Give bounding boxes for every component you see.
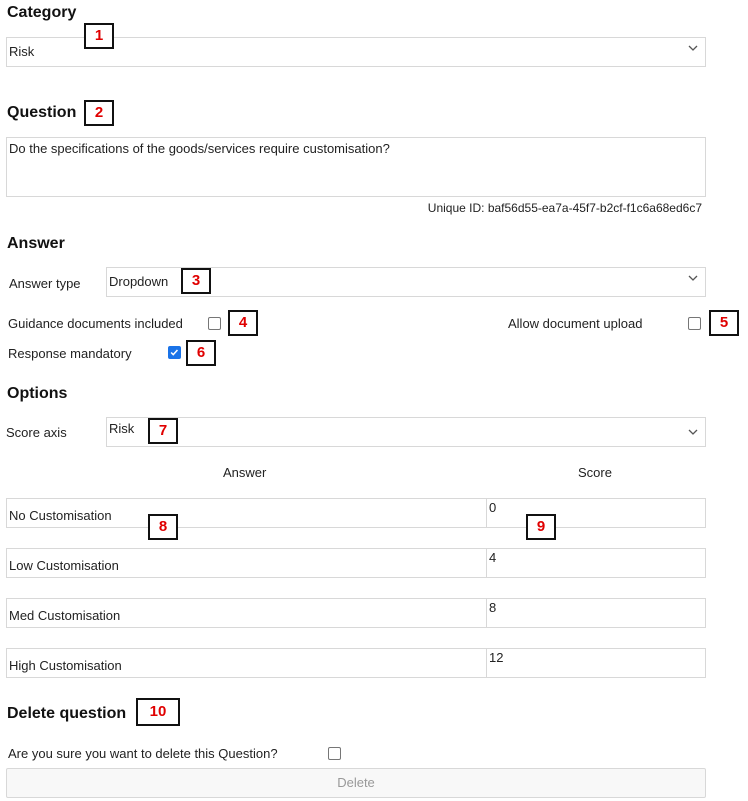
upload-checkbox[interactable] bbox=[688, 317, 701, 330]
score-axis-value: Risk bbox=[109, 421, 135, 436]
mandatory-checkbox[interactable] bbox=[168, 346, 181, 359]
option-answer-text: Med Customisation bbox=[9, 608, 121, 623]
annotation-badge-1: 1 bbox=[84, 23, 114, 49]
option-answer-input[interactable] bbox=[6, 498, 487, 528]
score-column-header: Score bbox=[578, 465, 612, 480]
option-score-input[interactable] bbox=[486, 498, 706, 528]
option-score-text: 8 bbox=[489, 600, 497, 615]
guidance-label: Guidance documents included bbox=[8, 316, 183, 331]
options-heading: Options bbox=[7, 385, 68, 402]
question-text: Do the specifications of the goods/services require customisation? bbox=[9, 141, 390, 156]
upload-label: Allow document upload bbox=[508, 316, 643, 331]
delete-button[interactable]: Delete bbox=[6, 768, 706, 798]
score-axis-select[interactable] bbox=[106, 417, 706, 447]
answer-column-header: Answer bbox=[223, 465, 267, 480]
option-score-text: 4 bbox=[489, 550, 497, 565]
delete-confirm-label: Are you sure you want to delete this Question? bbox=[8, 746, 278, 761]
annotation-badge-9: 9 bbox=[526, 514, 556, 540]
guidance-checkbox[interactable] bbox=[208, 317, 221, 330]
annotation-badge-4: 4 bbox=[228, 310, 258, 336]
category-select-value: Risk bbox=[9, 44, 35, 59]
annotation-badge-10: 10 bbox=[136, 698, 180, 726]
option-score-input[interactable] bbox=[486, 548, 706, 578]
option-answer-text: No Customisation bbox=[9, 508, 112, 523]
question-textarea[interactable] bbox=[6, 137, 706, 197]
option-answer-input[interactable] bbox=[6, 598, 487, 628]
option-score-input[interactable] bbox=[486, 598, 706, 628]
score-axis-label: Score axis bbox=[6, 425, 67, 440]
answer-type-label: Answer type bbox=[9, 276, 81, 291]
question-heading: Question bbox=[7, 104, 77, 121]
chevron-down-icon bbox=[687, 272, 699, 284]
delete-confirm-checkbox[interactable] bbox=[328, 747, 341, 760]
answer-heading: Answer bbox=[7, 235, 65, 252]
annotation-badge-6: 6 bbox=[186, 340, 216, 366]
annotation-badge-8: 8 bbox=[148, 514, 178, 540]
chevron-down-icon bbox=[687, 42, 699, 54]
option-answer-input[interactable] bbox=[6, 648, 487, 678]
annotation-badge-5: 5 bbox=[709, 310, 739, 336]
option-answer-text: Low Customisation bbox=[9, 558, 119, 573]
option-score-text: 0 bbox=[489, 500, 497, 515]
annotation-badge-3: 3 bbox=[181, 268, 211, 294]
mandatory-label: Response mandatory bbox=[8, 346, 132, 361]
option-score-input[interactable] bbox=[486, 648, 706, 678]
option-score-text: 12 bbox=[489, 650, 504, 665]
checkmark-icon bbox=[169, 347, 180, 358]
annotation-badge-2: 2 bbox=[84, 100, 114, 126]
delete-heading: Delete question bbox=[7, 705, 127, 722]
annotation-badge-7: 7 bbox=[148, 418, 178, 444]
option-answer-text: High Customisation bbox=[9, 658, 122, 673]
answer-type-value: Dropdown bbox=[109, 274, 169, 289]
category-heading: Category bbox=[7, 4, 77, 21]
option-answer-input[interactable] bbox=[6, 548, 487, 578]
chevron-down-icon bbox=[687, 426, 699, 438]
unique-id: Unique ID: baf56d55-ea7a-45f7-b2cf-f1c6a68ed6c7 bbox=[427, 201, 702, 215]
